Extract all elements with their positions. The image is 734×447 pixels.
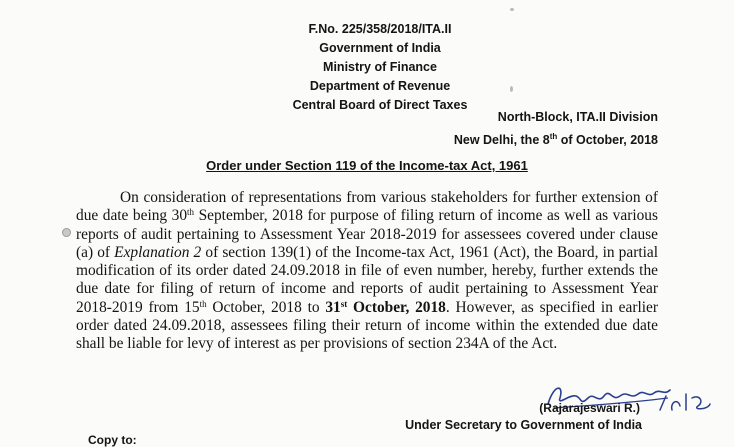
- signatory-designation: Under Secretary to Government of India: [405, 418, 642, 432]
- board-line: Central Board of Direct Taxes: [292, 98, 468, 112]
- copy-to-label: Copy to:: [88, 433, 137, 447]
- due-day: 31: [325, 298, 341, 316]
- date-line: [454, 127, 658, 150]
- order-title: Order under Section 119 of the Income-tax Act, 1961: [206, 158, 528, 173]
- body-text: On consideration of representations from various stakeholders for further extension of due date being 30: [76, 189, 658, 225]
- scan-speck: [510, 8, 514, 11]
- department-line: Department of Revenue: [309, 79, 451, 93]
- body-text: September, 2018 for purpose of filing return of income as well as various reports of audit pertaining to Assessment Year 2018-2019 for assessees covered under clause (a) of: [76, 207, 658, 261]
- extended-due-date: [325, 299, 446, 316]
- body-text: . However, as specified in earlier order dated 24.09.2018, assessees filing their return of income within the extended due date shall be liable for levy of interest as per provisions of section 234A of the Act.: [76, 298, 658, 353]
- margin-punch-mark: [62, 228, 71, 237]
- signatory-name: (Rajarajeswari R.): [539, 401, 640, 415]
- date-suffix: of October, 2018: [557, 133, 658, 147]
- date-ordinal: th: [549, 132, 558, 141]
- due-month-year: October, 2018: [347, 298, 446, 316]
- file-number: F.No. 225/358/2018/ITA.II: [308, 22, 452, 36]
- ministry-line: Ministry of Finance: [323, 60, 437, 74]
- body-text: of section 139(1) of the Income-tax Act, 1961 (Act), the Board, in partial modification of its order dated 24.09.2018 in file of even number, hereby, further extends the due date for filing of return of income and reports of audit pertaining to Assessment Year 2018-2019 from 15: [76, 243, 658, 316]
- letterhead: [250, 20, 510, 115]
- government-line: Government of India: [319, 41, 441, 55]
- explanation-italic: Explanation 2: [114, 243, 202, 261]
- ordinal-sup: th: [199, 298, 207, 309]
- body-text: October, 2018 to: [206, 298, 326, 316]
- division-line: North-Block, ITA.II Division: [497, 110, 658, 124]
- order-body: [76, 189, 658, 354]
- ordinal-sup: st: [340, 298, 348, 309]
- office-address: [454, 108, 658, 150]
- scan-speck: [510, 86, 513, 92]
- date-prefix: New Delhi, the 8: [453, 133, 550, 147]
- ordinal-sup: th: [187, 207, 195, 218]
